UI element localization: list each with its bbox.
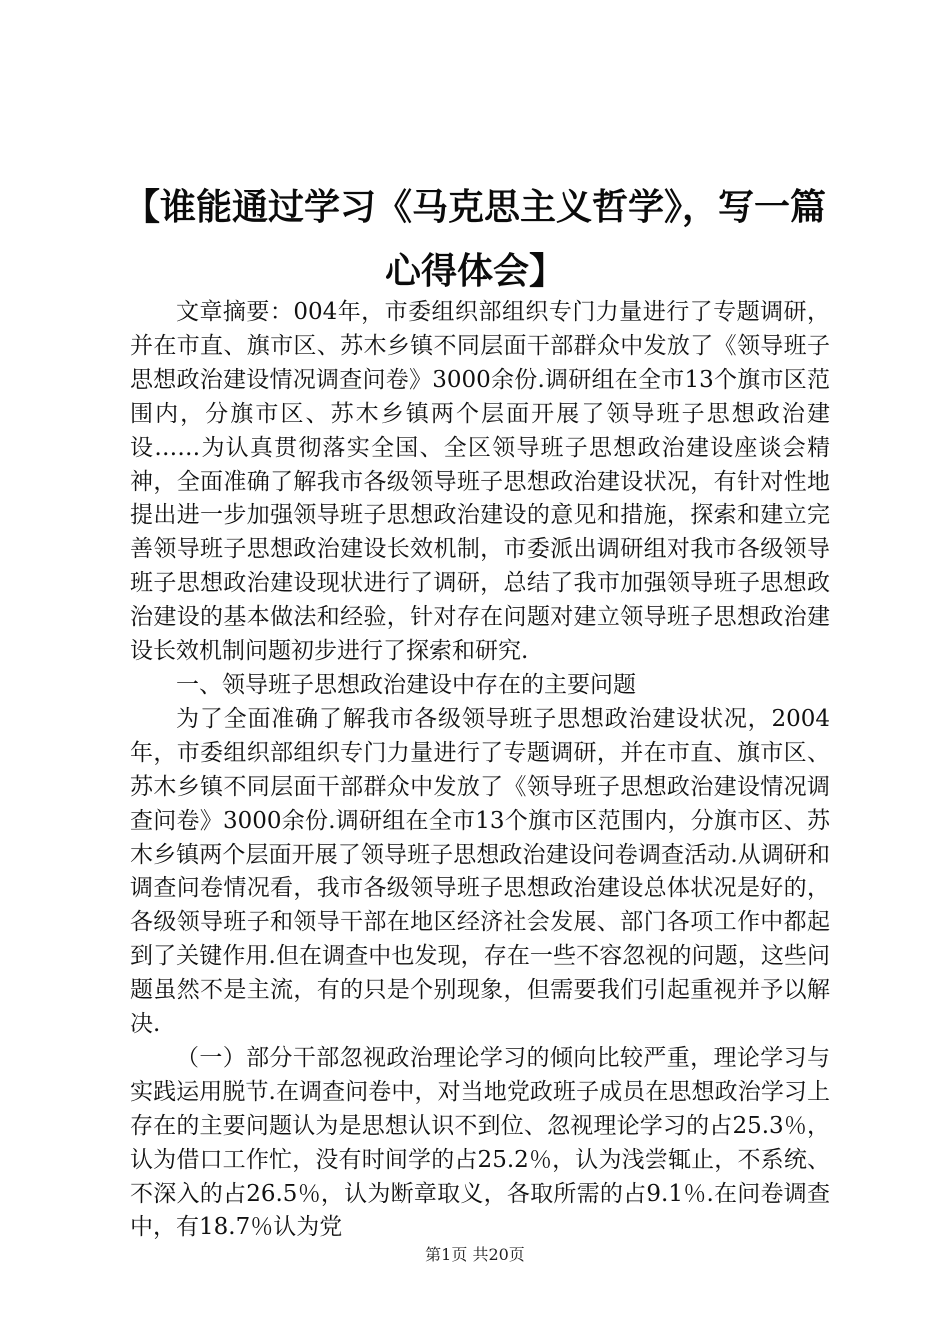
section-heading: 一、领导班子思想政治建设中存在的主要问题	[176, 671, 636, 698]
abstract-paragraph: 文章摘要：004年，市委组织部组织专门力量进行了专题调研，并在市直、旗市区、苏木乡镇不同层面干部群众中发放了《领导班子思想政治建设情况调查问卷》3000余份.调研组在全市13个旗市区范围内，分旗市区、苏木乡镇两个层面开展了领导班子思想政治建设……为认真贯彻落实全国、全区领导班子思想政治建设座谈会精神，全面准确了解我市各级领导班子思想政治建设状况，有针对性地提出进一步加强领导班子思想政治建设的意见和措施，探索和建立完善领导班子思想政治建设长效机制，市委派出调研组对我市各级领导班子思想政治建设现状进行了调研，总结了我市加强领导班子思想政治建设的基本做法和经验，针对存在问题对建立领导班子思想政治建设长效机制问题初步进行了探索和研究.	[130, 299, 830, 665]
document-title: 【谁能通过学习《马克思主义哲学》，写一篇心得体会】	[123, 187, 826, 292]
document-body	[130, 296, 830, 1245]
page-footer: 第1页 共20页	[425, 1245, 525, 1264]
body-paragraph: 为了全面准确了解我市各级领导班子思想政治建设状况，2004年，市委组织部组织专门力量进行了专题调研，并在市直、旗市区、苏木乡镇不同层面干部群众中发放了《领导班子思想政治建设情况调查问卷》3000余份.调研组在全市13个旗市区范围内，分旗市区、苏木乡镇两个层面开展了领导班子思想政治建设问卷调查活动.从调研和调查问卷情况看，我市各级领导班子思想政治建设总体状况是好的，各级领导班子和领导干部在地区经济社会发展、部门各项工作中都起到了关键作用.但在调查中也发现，存在一些不容忽视的问题，这些问题虽然不是主流，有的只是个别现象，但需要我们引起重视并予以解决.	[130, 705, 830, 1038]
body-paragraph: （一）部分干部忽视政治理论学习的倾向比较严重，理论学习与实践运用脱节.在调查问卷中，对当地党政班子成员在思想政治学习上存在的主要问题认为是思想认识不到位、忽视理论学习的占25.3％，认为借口工作忙，没有时间学的占25.2％，认为浅尝辄止，不系统、不深入的占26.5％，认为断章取义，各取所需的占9.1％.在问卷调查中，有18.7％认为党	[130, 1044, 830, 1241]
